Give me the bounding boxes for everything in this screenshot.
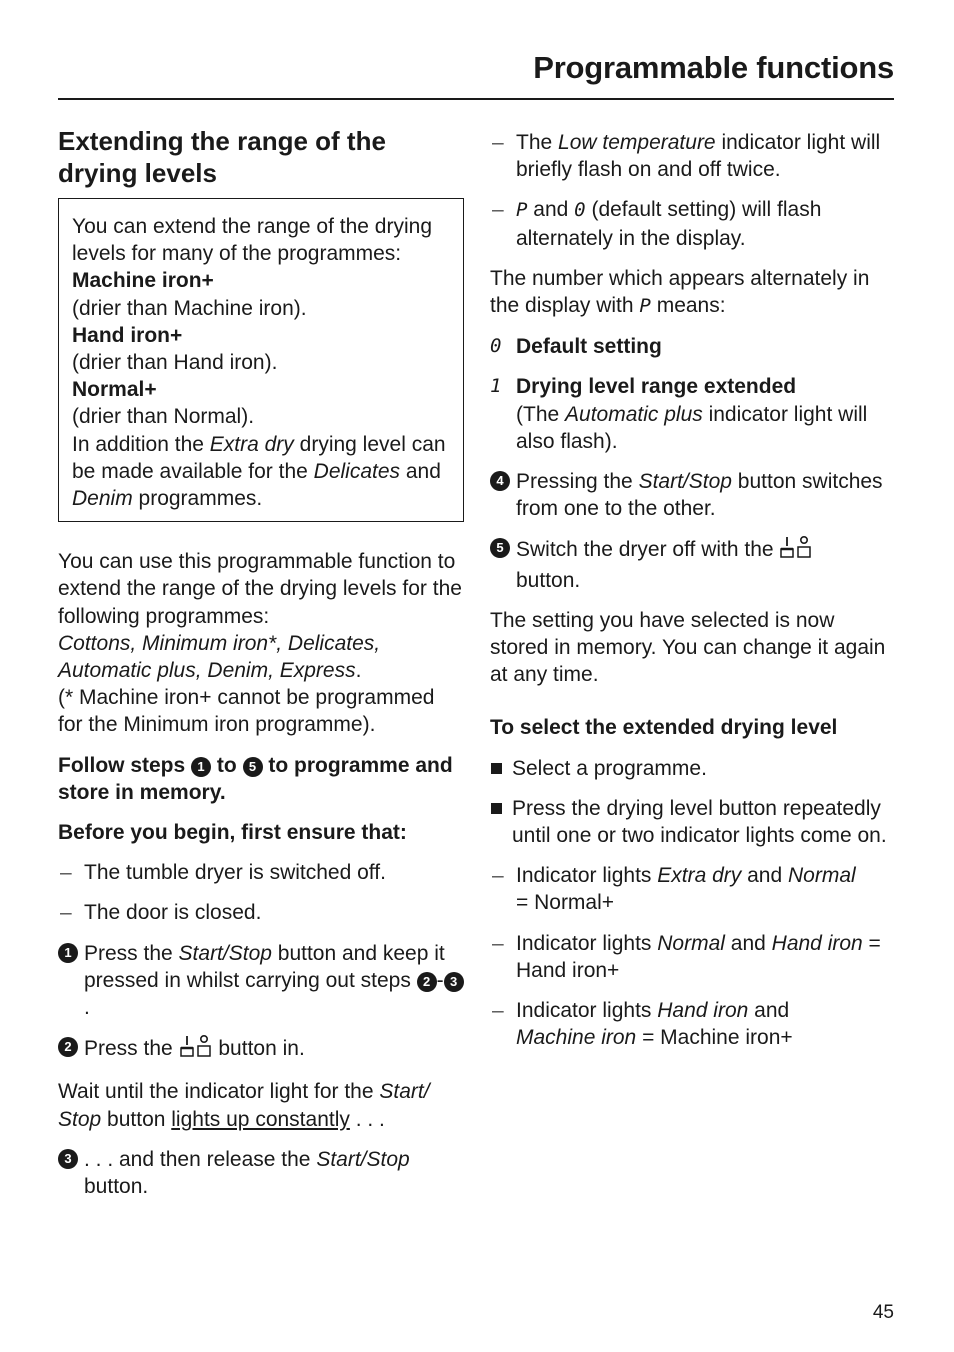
step-3-text: button. [84,1175,149,1199]
section-heading: Extending the range of the drying levels [58,126,386,188]
page-title: Programmable functions [533,50,894,85]
box-denim: Denim [72,487,133,511]
on-off-button-icon [779,535,813,566]
box-delicates: Delicates [313,459,401,483]
follow-steps-instruction [58,752,464,806]
step-2 [58,1034,464,1065]
start-stop-label: Start/Stop [178,941,272,965]
step-1-icon: 1 [58,943,78,963]
step-2-icon: 2 [417,972,437,992]
indicator-text: = Hand iron+ [516,931,881,982]
indicator-text: and [741,864,788,888]
code-1-item [490,373,895,455]
dash-marker: – [492,131,504,154]
list-item [490,129,895,183]
indicator-text: and [748,999,790,1023]
step-4-text: button switches from one to the other. [516,470,883,521]
on-off-button-icon [179,1034,213,1065]
code-0-item [490,333,895,360]
step-3-text: . . . and then release the [84,1147,317,1171]
dash-marker: – [492,999,504,1023]
lights-up-constantly: lights up constantly [171,1107,350,1131]
intro-paragraph [58,548,464,738]
machine-iron-label: Machine iron [516,1026,637,1050]
step-3-icon: 3 [58,1149,78,1169]
list-item [490,997,895,1051]
step-3-icon: 3 [444,972,464,992]
box-extra-text: and [400,459,441,483]
dash-marker: – [492,864,504,888]
extra-dry-label: Extra dry [657,864,742,888]
indicator-text: Indicator lights [516,931,658,955]
step-3 [58,1146,464,1200]
dash-marker: – [60,901,72,925]
number-text: means: [650,294,726,318]
follow-text: Follow steps [58,753,192,777]
select-programme-text: Select a programme. [512,756,707,780]
list-item [58,899,464,926]
box-extra-text: In addition the [72,432,210,456]
press-drying-level-text: Press the drying level button repeatedly until one or two indicator lights come on. [512,796,887,848]
box-option-machine-iron-desc: (drier than Machine iron). [72,296,307,320]
left-column [58,125,464,1200]
step-5 [490,535,895,593]
select-heading: To select the extended drying level [490,716,838,740]
step-5-icon: 5 [490,538,510,558]
wait-paragraph [58,1078,464,1132]
dash-text: indicator light will briefly flash on and off twice. [516,131,881,182]
wait-text: Wait until the indicator light for the [58,1080,380,1104]
dash-text-switched-off: The tumble dryer is switched off. [84,861,386,885]
step-1-text: button and keep it pressed in whilst carrying out steps [84,941,445,992]
step-range-separator: - [436,968,444,992]
wait-text: . . . [349,1107,385,1131]
number-paragraph [490,265,895,320]
step-1-icon: 1 [191,757,211,777]
list-item [490,930,895,984]
step-5-text: Switch the dryer off with the [516,538,780,562]
header-rule [58,98,894,100]
indicator-text: and [724,931,772,955]
programme-note: (* Machine iron+ cannot be programmed for the Minimum iron programme). [58,686,435,737]
step-4-text: Pressing the [516,470,639,494]
stored-paragraph: The setting you have selected is now stored in memory. You can change it again at any time. [490,608,886,687]
wait-text: button [101,1107,172,1131]
indicator-text: = Normal+ [516,891,615,915]
box-extra-dry: Extra dry [209,432,294,456]
dash-text-door-closed: The door is closed. [84,901,262,925]
indicator-text: Indicator lights [516,864,658,888]
code-1-label: Drying level range extended [516,375,797,399]
code-0-symbol: 0 [490,335,502,358]
start-stop-label: Start/Stop [316,1147,410,1171]
hand-iron-label: Hand iron [657,999,749,1023]
step-1-text: Press the [84,941,179,965]
start-stop-label: Start/Stop [638,470,732,494]
step-2-icon: 2 [58,1037,78,1057]
start-stop-label: Start/ Stop [58,1080,430,1131]
intro-text: You can use this programmable function to extend the range of the drying levels for the following programmes: [58,550,462,628]
step-4-icon: 4 [490,471,510,491]
dash-text: (default setting) will flash alternately in the display. [516,198,822,250]
box-option-hand-iron-desc: (drier than Hand iron). [72,351,278,375]
info-box [58,198,464,522]
follow-text: to programme and store in memory. [58,753,453,804]
before-heading: Before you begin, first ensure that: [58,821,407,845]
normal-label: Normal [657,931,725,955]
square-bullet-icon [491,803,502,814]
right-column [490,129,895,1051]
step-1 [58,940,464,1022]
display-zero-symbol: 0 [574,199,586,222]
automatic-plus-label: Automatic plus [565,402,703,426]
dash-text: The [516,131,559,154]
box-extra-text: drying level can be made available for the [72,432,446,483]
dash-text: and [527,198,575,222]
code-1-text: indicator light will also flash). [516,402,868,453]
box-option-machine-iron-label: Machine iron+ [72,269,214,293]
code-1-text: (The [516,402,566,426]
code-1-symbol: 1 [490,375,502,398]
number-text: The number which appears alternately in the display with [490,266,870,318]
list-item [490,196,895,251]
display-p-symbol: P [639,295,651,318]
step-1-end: . [84,996,90,1020]
indicator-text: = Machine iron+ [636,1026,793,1050]
box-intro: You can extend the range of the drying levels for many of the programmes: [72,215,432,266]
step-2-text: button in. [212,1037,305,1061]
box-option-normal-desc: (drier than Normal). [72,405,255,429]
programme-list-dot: . [355,659,362,683]
indicator-text: Indicator lights [516,999,658,1023]
box-option-hand-iron-label: Hand iron+ [72,323,183,347]
list-item [490,755,895,782]
square-bullet-icon [491,763,502,774]
follow-text: to [211,753,243,777]
step-2-text: Press the [84,1037,179,1061]
list-item [490,795,895,849]
normal-label: Normal [788,864,856,888]
list-item [58,859,464,886]
programme-list: Cottons, Minimum iron*, Delicates, Automatic plus, Denim, Express [58,631,381,683]
step-4 [490,468,895,522]
step-5-text: button. [516,568,581,592]
dash-marker: – [492,931,504,955]
dash-marker: – [492,198,504,222]
box-extra-text: programmes. [132,487,263,511]
display-p-symbol: P [516,199,528,222]
step-5-icon: 5 [243,757,263,777]
dash-marker: – [60,861,72,885]
page-number: 45 [872,1302,894,1323]
hand-iron-label: Hand iron [771,931,863,955]
box-option-normal-label: Normal+ [72,378,157,402]
code-0-label: Default setting [516,335,662,359]
low-temperature-label: Low temperature [558,131,716,154]
list-item [490,862,895,916]
